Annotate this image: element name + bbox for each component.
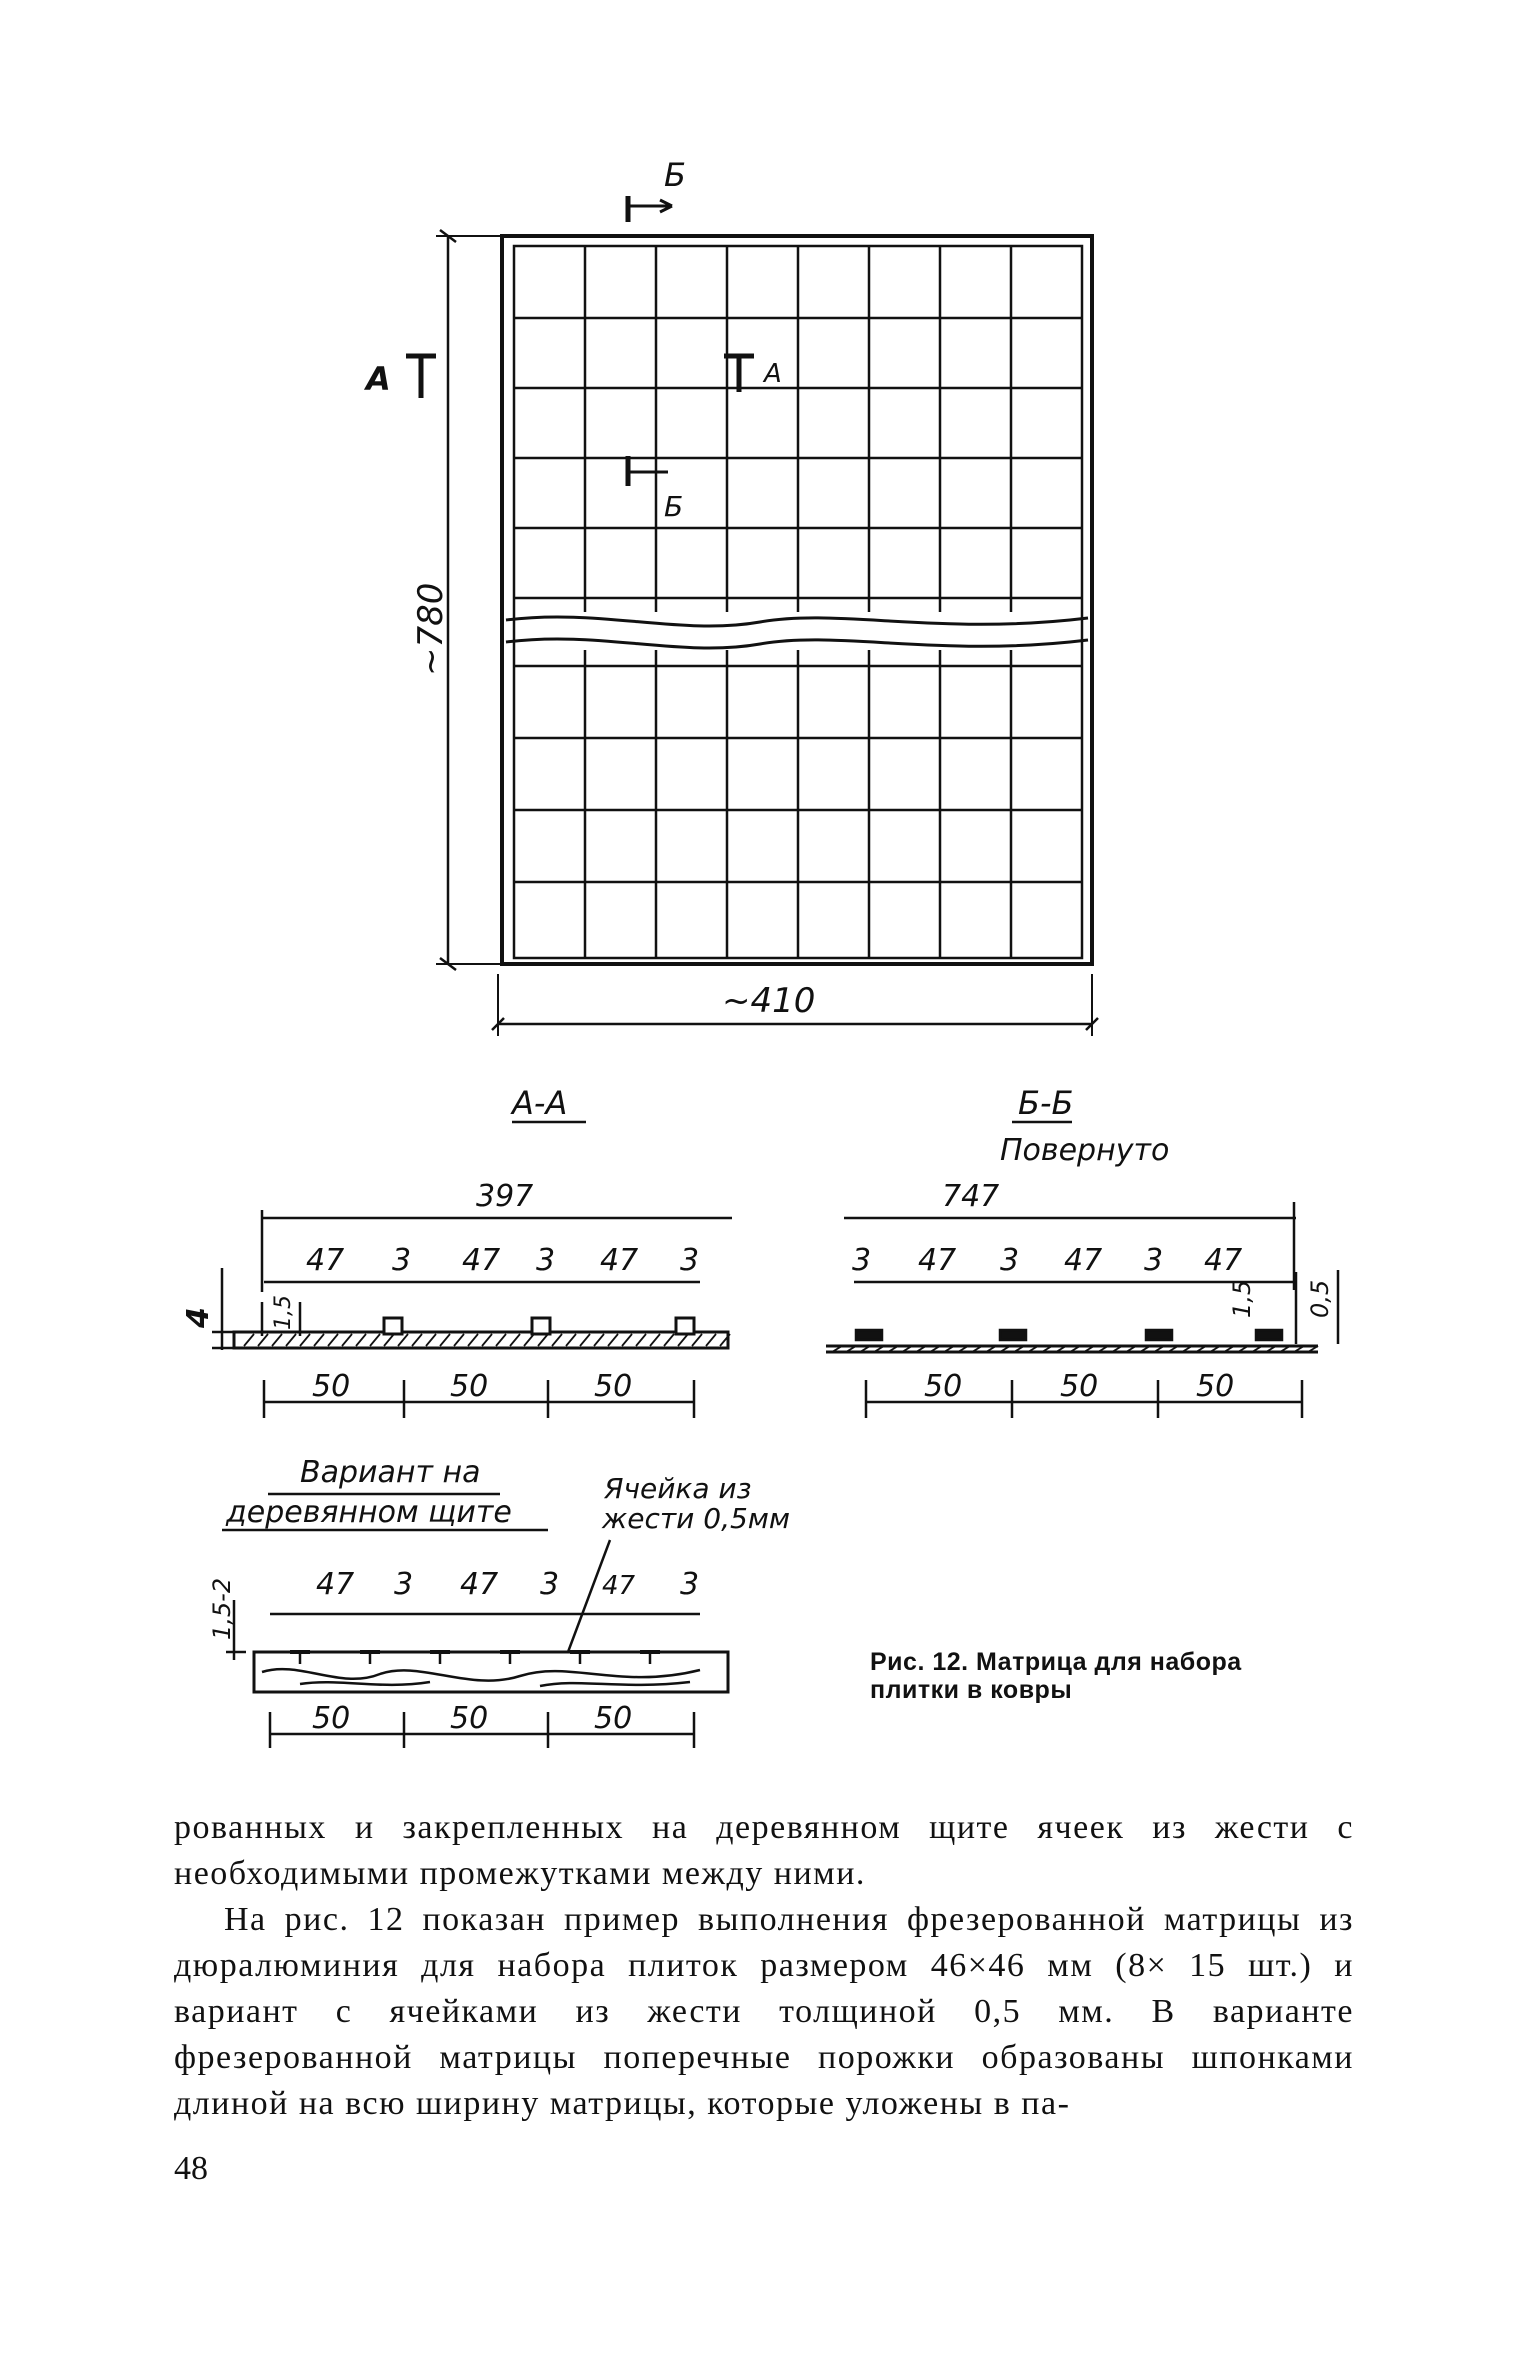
drawing-line <box>566 1334 576 1346</box>
drawing-line <box>412 1334 422 1346</box>
drawing-line <box>622 1334 632 1346</box>
variant-pitch-1: 50 <box>312 1701 351 1736</box>
section-aa-pitch-2: 50 <box>450 1369 489 1404</box>
variant-pitch-2: 50 <box>450 1701 489 1736</box>
section-aa-dim-1: 47 <box>306 1243 345 1278</box>
drawing-line <box>650 1334 660 1346</box>
drawing-line <box>594 1334 604 1346</box>
section-aa-dim-4: 3 <box>536 1243 556 1278</box>
drawing-line <box>664 1334 674 1346</box>
section-bb-title: Б-Б <box>1018 1084 1074 1122</box>
body-paragraph-2: На рис. 12 показан пример выполнения фрезерованной матрицы из дюралюминия для набора плиток размером 46×46 мм (8× 15 шт.) и вариант с ячейками из жести толщиной 0,5 мм. В варианте фрезерованной матрицы поперечные порожки образованы шпонками длиной на всю ширину матрицы, которые уложены в па- <box>174 1901 1354 2122</box>
section-aa-height-rib: 1,5 <box>271 1295 296 1330</box>
drawing-line <box>692 1334 702 1346</box>
section-aa-title: А-А <box>512 1084 568 1122</box>
section-bb-pitch-2: 50 <box>1060 1369 1099 1404</box>
section-bb-dim-2: 47 <box>918 1243 957 1278</box>
drawing-line <box>608 1334 618 1346</box>
drawing-line <box>538 1334 548 1346</box>
body-paragraph-1: рованных и закрепленных на деревянном щите ячеек из жести с необходимыми промежутками между ними. <box>174 1809 1354 1892</box>
figure-caption <box>870 1648 1350 1704</box>
page-number: 48 <box>174 2150 208 2187</box>
section-bb-height-rib: 1,5 <box>1228 1279 1256 1318</box>
matrix-plan-view <box>406 196 1098 1036</box>
variant-dim-5: 47 <box>602 1571 636 1601</box>
section-bb-dim-6: 47 <box>1204 1243 1243 1278</box>
section-bb-pitch-3: 50 <box>1196 1369 1235 1404</box>
variant-height-label: 1,5-2 <box>208 1577 236 1640</box>
variant-pitch-3: 50 <box>594 1701 633 1736</box>
section-bb-dim-4: 47 <box>1064 1243 1103 1278</box>
variant-dim-1: 47 <box>316 1567 355 1602</box>
section-b-label-top: Б <box>664 156 686 194</box>
section-aa-pitch-1: 50 <box>312 1369 351 1404</box>
drawing-line <box>468 1334 478 1346</box>
section-aa-total: 397 <box>476 1179 534 1214</box>
section-a-label-inner: А <box>764 359 782 389</box>
section-bb-pitch-1: 50 <box>924 1369 963 1404</box>
section-bb-dim-1: 3 <box>852 1243 872 1278</box>
section-bb-subtitle: Повернуто <box>1000 1133 1170 1168</box>
body-text <box>174 1805 1354 2127</box>
drawing-line <box>244 1334 254 1346</box>
drawing-line <box>510 1334 520 1346</box>
variant-dim-3: 47 <box>460 1567 499 1602</box>
drawing-line <box>524 1334 534 1346</box>
drawing-line <box>636 1334 646 1346</box>
drawing-line <box>496 1334 506 1346</box>
section-aa-pitch-3: 50 <box>594 1369 633 1404</box>
variant-dim-4: 3 <box>540 1567 560 1602</box>
width-dimension-label: ~410 <box>722 981 816 1021</box>
section-a-label-left: А <box>366 360 391 398</box>
section-bb-dim-5: 3 <box>1144 1243 1164 1278</box>
drawing-line <box>384 1334 394 1346</box>
drawing-line <box>454 1334 464 1346</box>
drawing-line <box>300 1334 310 1346</box>
section-bb-total: 747 <box>942 1179 1000 1214</box>
drawing-line <box>482 1334 492 1346</box>
variant-cell-note-line-2: жести 0,5мм <box>602 1502 791 1535</box>
drawing-line <box>314 1334 324 1346</box>
drawing-line <box>286 1334 296 1346</box>
drawing-line <box>342 1334 352 1346</box>
drawing-line <box>580 1334 590 1346</box>
variant-cell-note-line-1: Ячейка из <box>604 1472 752 1505</box>
drawing-line <box>678 1334 688 1346</box>
section-bb-dim-3: 3 <box>1000 1243 1020 1278</box>
caption-line-2: плитки в ковры <box>870 1676 1073 1704</box>
drawing-line <box>552 1334 562 1346</box>
drawing-line <box>706 1334 716 1346</box>
drawing-line <box>328 1334 338 1346</box>
drawing-line <box>398 1334 408 1346</box>
height-dimension-label: ~780 <box>411 582 451 676</box>
drawing-line <box>272 1334 282 1346</box>
section-bb-height-plate: 0,5 <box>1306 1279 1334 1318</box>
section-b-label-inner: Б <box>664 490 684 523</box>
section-aa-dim-5: 47 <box>600 1243 639 1278</box>
drawing-line <box>370 1334 380 1346</box>
section-aa-height-total: 4 <box>181 1307 216 1328</box>
section-aa-dim-3: 47 <box>462 1243 501 1278</box>
variant-dim-2: 3 <box>394 1567 414 1602</box>
drawing-line <box>426 1334 436 1346</box>
drawing-line <box>356 1334 366 1346</box>
variant-title-line-2: деревянном щите <box>226 1495 512 1530</box>
plan-grid <box>514 246 1082 958</box>
variant-cells <box>290 1652 660 1664</box>
section-aa-dim-6: 3 <box>680 1243 700 1278</box>
section-aa-dim-2: 3 <box>392 1243 412 1278</box>
variant-dim-6: 3 <box>680 1567 700 1602</box>
variant-title-line-1: Вариант на <box>300 1455 481 1490</box>
caption-line-1: Рис. 12. Матрица для набора <box>870 1648 1242 1676</box>
drawing-line <box>440 1334 450 1346</box>
